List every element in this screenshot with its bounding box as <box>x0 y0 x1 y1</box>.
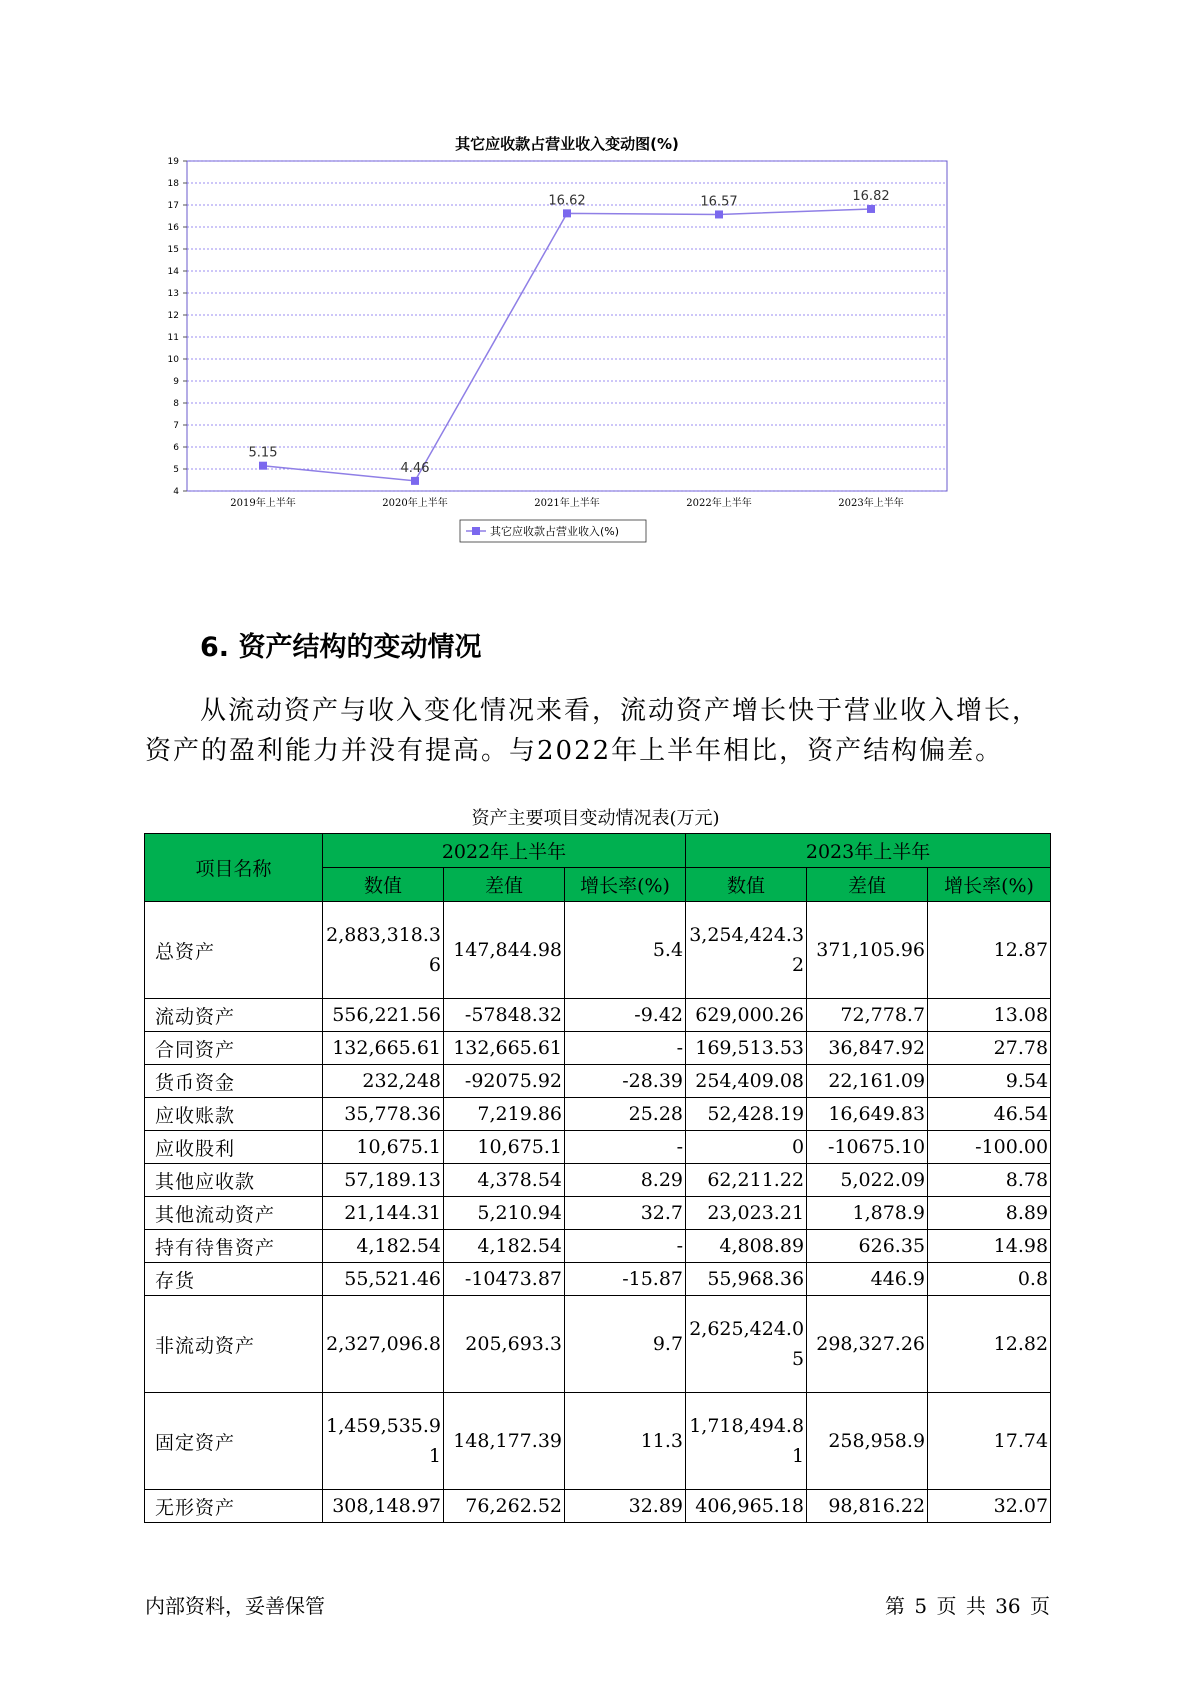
table-cell: 35,778.36 <box>323 1098 444 1131</box>
row-label: 其他流动资产 <box>145 1197 323 1230</box>
table-cell: 27.78 <box>928 1032 1051 1065</box>
table-cell: 7,219.86 <box>444 1098 565 1131</box>
x-tick-label: 2023年上半年 <box>838 498 904 509</box>
table-cell: 55,521.46 <box>323 1263 444 1296</box>
table-row <box>145 1032 1051 1065</box>
table-cell: 3,254,424.32 <box>686 902 807 999</box>
table-cell: 254,409.08 <box>686 1065 807 1098</box>
table-cell: 32.07 <box>928 1490 1051 1523</box>
row-label: 应收股利 <box>145 1131 323 1164</box>
table-cell: -28.39 <box>565 1065 686 1098</box>
table-cell: 5,022.09 <box>807 1164 928 1197</box>
table-cell: 147,844.98 <box>444 902 565 999</box>
table-row <box>145 1490 1051 1523</box>
table-cell: 4,378.54 <box>444 1164 565 1197</box>
section-heading: 6. 资产结构的变动情况 <box>200 632 482 663</box>
row-label: 合同资产 <box>145 1032 323 1065</box>
table-cell: 21,144.31 <box>323 1197 444 1230</box>
table-row <box>145 1164 1051 1197</box>
x-tick-label: 2019年上半年 <box>230 498 296 509</box>
table-row <box>145 1296 1051 1393</box>
y-tick-label: 4 <box>173 487 179 497</box>
y-tick-label: 8 <box>173 399 179 409</box>
table-cell: 55,968.36 <box>686 1263 807 1296</box>
footer-confidential: 内部资料，妥善保管 <box>145 1594 325 1618</box>
table-cell: 4,182.54 <box>323 1230 444 1263</box>
table-cell: 0.8 <box>928 1263 1051 1296</box>
header-group-2023: 2023年上半年 <box>686 834 1051 868</box>
table-cell: 132,665.61 <box>444 1032 565 1065</box>
table-cell: 4,182.54 <box>444 1230 565 1263</box>
table-cell: 298,327.26 <box>807 1296 928 1393</box>
data-point <box>563 209 571 217</box>
table-cell: -9.42 <box>565 999 686 1032</box>
x-tick-label: 2020年上半年 <box>382 498 448 509</box>
table-row <box>145 1263 1051 1296</box>
table-cell: 22,161.09 <box>807 1065 928 1098</box>
row-label: 其他应收款 <box>145 1164 323 1197</box>
table-cell: 16,649.83 <box>807 1098 928 1131</box>
table-cell: 36,847.92 <box>807 1032 928 1065</box>
table-cell: 76,262.52 <box>444 1490 565 1523</box>
table-cell: - <box>565 1131 686 1164</box>
y-tick-label: 16 <box>167 223 179 233</box>
table-row <box>145 1131 1051 1164</box>
table-cell: -10473.87 <box>444 1263 565 1296</box>
row-label: 流动资产 <box>145 999 323 1032</box>
series-line <box>263 209 871 481</box>
table-row <box>145 1197 1051 1230</box>
table-row <box>145 1230 1051 1263</box>
table-cell: 52,428.19 <box>686 1098 807 1131</box>
header-rate-2023: 增长率(%) <box>928 868 1051 902</box>
table-cell: -57848.32 <box>444 999 565 1032</box>
chart-svg <box>160 135 1040 595</box>
line-chart <box>160 135 1040 595</box>
table-cell: - <box>565 1032 686 1065</box>
row-label: 应收账款 <box>145 1098 323 1131</box>
table-cell: 5.4 <box>565 902 686 999</box>
row-label: 货币资金 <box>145 1065 323 1098</box>
table-cell: 12.82 <box>928 1296 1051 1393</box>
y-tick-label: 12 <box>167 311 179 321</box>
table-cell: -10675.10 <box>807 1131 928 1164</box>
table-cell: 1,878.9 <box>807 1197 928 1230</box>
table-cell: 13.08 <box>928 999 1051 1032</box>
table-cell: 57,189.13 <box>323 1164 444 1197</box>
table-cell: 5,210.94 <box>444 1197 565 1230</box>
x-tick-label: 2021年上半年 <box>534 498 600 509</box>
table-cell: 23,023.21 <box>686 1197 807 1230</box>
table-cell: 626.35 <box>807 1230 928 1263</box>
y-tick-label: 7 <box>173 421 179 431</box>
table-cell: 9.54 <box>928 1065 1051 1098</box>
table-cell: 98,816.22 <box>807 1490 928 1523</box>
table-cell: 11.3 <box>565 1393 686 1490</box>
table-cell: 8.89 <box>928 1197 1051 1230</box>
data-point <box>867 205 875 213</box>
table-row <box>145 1098 1051 1131</box>
table-row <box>145 902 1051 999</box>
y-tick-label: 17 <box>167 201 179 211</box>
y-tick-label: 9 <box>173 377 179 387</box>
table-cell: 17.74 <box>928 1393 1051 1490</box>
table-cell: 9.7 <box>565 1296 686 1393</box>
table-row <box>145 1393 1051 1490</box>
table-cell: 308,148.97 <box>323 1490 444 1523</box>
header-diff-2022: 差值 <box>444 868 565 902</box>
data-label: 4.46 <box>400 460 430 476</box>
table-cell: 32.89 <box>565 1490 686 1523</box>
table-cell: -100.00 <box>928 1131 1051 1164</box>
data-label: 16.62 <box>548 193 586 209</box>
asset-table <box>144 833 1051 1523</box>
table-cell: 8.78 <box>928 1164 1051 1197</box>
data-label: 16.57 <box>700 194 738 210</box>
table-cell: -15.87 <box>565 1263 686 1296</box>
header-item-name: 项目名称 <box>145 834 323 902</box>
y-tick-label: 13 <box>167 289 179 299</box>
legend-label: 其它应收款占营业收入(%) <box>490 525 620 538</box>
table-cell: 0 <box>686 1131 807 1164</box>
table-cell: 148,177.39 <box>444 1393 565 1490</box>
table-caption: 资产主要项目变动情况表(万元) <box>471 808 720 829</box>
header-diff-2023: 差值 <box>807 868 928 902</box>
y-tick-label: 15 <box>167 245 179 255</box>
table-cell: 371,105.96 <box>807 902 928 999</box>
y-tick-label: 11 <box>167 333 179 343</box>
header-rate-2022: 增长率(%) <box>565 868 686 902</box>
table-cell: 258,958.9 <box>807 1393 928 1490</box>
table-cell: 1,459,535.91 <box>323 1393 444 1490</box>
table-cell: 62,211.22 <box>686 1164 807 1197</box>
table-cell: 46.54 <box>928 1098 1051 1131</box>
table-cell: 169,513.53 <box>686 1032 807 1065</box>
table-cell: 446.9 <box>807 1263 928 1296</box>
table-cell: 8.29 <box>565 1164 686 1197</box>
table-cell: 2,625,424.05 <box>686 1296 807 1393</box>
y-tick-label: 5 <box>173 465 179 475</box>
header-value-2022: 数值 <box>323 868 444 902</box>
table-cell: 72,778.7 <box>807 999 928 1032</box>
table-cell: 25.28 <box>565 1098 686 1131</box>
table-cell: 205,693.3 <box>444 1296 565 1393</box>
paragraph-line-2: 资产的盈利能力并没有提高。与2022年上半年相比，资产结构偏差。 <box>145 736 1004 766</box>
row-label: 总资产 <box>145 902 323 999</box>
y-tick-label: 19 <box>167 157 179 167</box>
data-label: 5.15 <box>248 445 278 461</box>
table-cell: 132,665.61 <box>323 1032 444 1065</box>
paragraph-line-1: 从流动资产与收入变化情况来看，流动资产增长快于营业收入增长， <box>200 696 1041 726</box>
table-cell: 406,965.18 <box>686 1490 807 1523</box>
table-cell: 629,000.26 <box>686 999 807 1032</box>
data-label: 16.82 <box>852 188 890 204</box>
y-tick-label: 18 <box>167 179 179 189</box>
table-cell: 32.7 <box>565 1197 686 1230</box>
footer-page-number: 第 5 页 共 36 页 <box>885 1594 1050 1618</box>
row-label: 无形资产 <box>145 1490 323 1523</box>
table-cell: 10,675.1 <box>323 1131 444 1164</box>
y-tick-label: 14 <box>167 267 179 277</box>
y-tick-label: 10 <box>167 355 179 365</box>
table-cell: 12.87 <box>928 902 1051 999</box>
row-label: 持有待售资产 <box>145 1230 323 1263</box>
table-cell: 10,675.1 <box>444 1131 565 1164</box>
table-row <box>145 999 1051 1032</box>
header-value-2023: 数值 <box>686 868 807 902</box>
row-label: 存货 <box>145 1263 323 1296</box>
table-cell: -92075.92 <box>444 1065 565 1098</box>
table-cell: 1,718,494.81 <box>686 1393 807 1490</box>
table-cell: - <box>565 1230 686 1263</box>
legend-marker <box>472 527 480 535</box>
chart-title: 其它应收款占营业收入变动图(%) <box>455 135 679 153</box>
table-cell: 14.98 <box>928 1230 1051 1263</box>
y-tick-label: 6 <box>173 443 179 453</box>
data-point <box>411 477 419 485</box>
table-cell: 556,221.56 <box>323 999 444 1032</box>
data-point <box>715 210 723 218</box>
row-label: 固定资产 <box>145 1393 323 1490</box>
x-tick-label: 2022年上半年 <box>686 498 752 509</box>
header-group-2022: 2022年上半年 <box>323 834 686 868</box>
table-cell: 232,248 <box>323 1065 444 1098</box>
table-cell: 2,883,318.36 <box>323 902 444 999</box>
table-cell: 2,327,096.8 <box>323 1296 444 1393</box>
table-cell: 4,808.89 <box>686 1230 807 1263</box>
data-point <box>259 462 267 470</box>
table-row <box>145 1065 1051 1098</box>
row-label: 非流动资产 <box>145 1296 323 1393</box>
